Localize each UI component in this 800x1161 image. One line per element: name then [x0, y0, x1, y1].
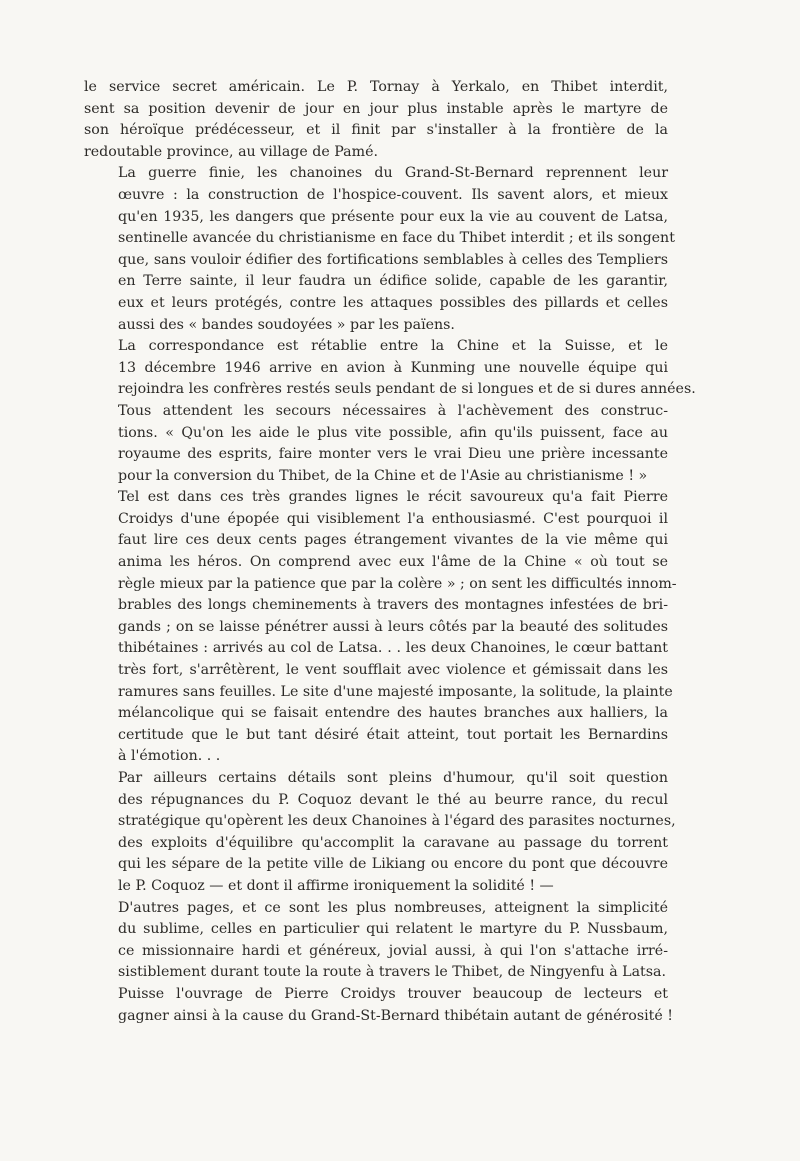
paragraph-p7 [84, 898, 668, 984]
text-line: faut lire ces deux cents pages étrangement vivantes de la vie même qui [118, 532, 668, 549]
text-line: mélancolique qui se faisait entendre des hautes branches aux halliers, la [118, 705, 668, 722]
text-line: 13 décembre 1946 arrive en avion à Kunming une nouvelle équipe qui [118, 359, 668, 376]
text-line: Croidys d'une épopée qui visiblement l'a enthousiasmé. C'est pourquoi il [118, 510, 668, 527]
paragraph-p4 [84, 401, 668, 487]
text-line: D'autres pages, et ce sont les plus nombreuses, atteignent la simplicité [118, 899, 668, 916]
text-line: Tel est dans ces très grandes lignes le récit savoureux qu'a fait Pierre [118, 489, 668, 506]
paragraph-p8 [84, 984, 673, 1027]
text-line: brables des longs cheminements à travers des montagnes infestées de bri- [118, 597, 668, 614]
text-line: La guerre finie, les chanoines du Grand-St-Bernard reprennent leur [118, 165, 668, 182]
text-line: très fort, s'arrêtèrent, le vent soufflait avec violence et gémissait dans les [118, 662, 668, 679]
text-line: Tous attendent les secours nécessaires à l'achèvement des construc- [118, 402, 668, 419]
text-line: rejoindra les confrères restés seuls pendant de si longues et de si dures années. [118, 381, 696, 398]
text-line: des répugnances du P. Coquoz devant le thé au beurre rance, du recul [118, 791, 668, 808]
text-line: sistiblement durant toute la route à travers le Thibet, de Ningyenfu à Latsa. [118, 964, 666, 981]
text-line: en Terre sainte, il leur faudra un édifice solide, capable de les garantir, [118, 273, 668, 290]
text-line: royaume des esprits, faire monter vers le vrai Dieu une prière incessante [118, 446, 668, 463]
text-line: aussi des « bandes soudoyées » par les païens. [118, 316, 455, 333]
text-line: La correspondance est rétablie entre la Chine et la Suisse, et le [118, 338, 668, 355]
text-line: du sublime, celles en particulier qui relatent le martyre du P. Nussbaum, [118, 921, 668, 938]
text-line: redoutable province, au village de Pamé. [84, 143, 378, 160]
text-line: que, sans vouloir édifier des fortifications semblables à celles des Templiers [118, 251, 668, 268]
text-line: sent sa position devenir de jour en jour plus instable après le martyre de [84, 100, 668, 117]
text-line: thibétaines : arrivés au col de Latsa. . . les deux Chanoines, le cœur battant [118, 640, 668, 657]
text-line: le P. Coquoz — et dont il affirme ironiquement la solidité ! — [118, 877, 554, 894]
text-line: son héroïque prédécesseur, et il finit par s'installer à la frontière de la [84, 122, 668, 139]
text-line: ramures sans feuilles. Le site d'une majesté imposante, la solitude, la plainte [118, 683, 673, 700]
text-line: certitude que le but tant désiré était atteint, tout portait les Bernardins [118, 726, 668, 743]
body-text [84, 77, 696, 1027]
text-line: Puisse l'ouvrage de Pierre Croidys trouver beaucoup de lecteurs et [118, 985, 668, 1002]
text-line: anima les héros. On comprend avec eux l'âme de la Chine « où tout se [118, 554, 668, 571]
text-line: le service secret américain. Le P. Tornay à Yerkalo, en Thibet interdit, [84, 79, 668, 95]
text-line: tions. « Qu'on les aide le plus vite possible, afin qu'ils puissent, face au [118, 424, 668, 441]
paragraph-p5 [84, 487, 677, 768]
paragraph-p2 [84, 163, 675, 336]
text-line: œuvre : la construction de l'hospice-couvent. Ils savent alors, et mieux [118, 186, 668, 203]
paragraph-p6 [84, 768, 676, 898]
text-line: Par ailleurs certains détails sont pleins d'humour, qu'il soit question [118, 770, 668, 786]
paragraph-p1 [84, 77, 668, 163]
text-line: qui les sépare de la petite ville de Likiang ou encore du pont que découvre [118, 856, 668, 873]
paragraph-p3 [84, 336, 696, 401]
text-line: sentinelle avancée du christianisme en face du Thibet interdit ; et ils songent [118, 230, 675, 247]
text-line: ce missionnaire hardi et généreux, jovial aussi, à qui l'on s'attache irré- [118, 942, 668, 959]
text-line: gands ; on se laisse pénétrer aussi à leurs côtés par la beauté des solitudes [118, 618, 668, 635]
text-line: stratégique qu'opèrent les deux Chanoines à l'égard des parasites nocturnes, [118, 813, 676, 830]
text-line: règle mieux par la patience que par la colère » ; on sent les difficultés innom- [118, 575, 677, 592]
text-line: gagner ainsi à la cause du Grand-St-Bernard thibétain autant de générosité ! [118, 1007, 673, 1024]
text-line: à l'émotion. . . [118, 748, 221, 765]
text-line: des exploits d'équilibre qu'accomplit la caravane au passage du torrent [118, 834, 668, 851]
text-line: qu'en 1935, les dangers que présente pour eux la vie au couvent de Latsa, [118, 208, 668, 225]
text-line: eux et leurs protégés, contre les attaques possibles des pillards et celles [118, 294, 668, 311]
text-line: pour la conversion du Thibet, de la Chine et de l'Asie au christianisme ! » [118, 467, 648, 484]
